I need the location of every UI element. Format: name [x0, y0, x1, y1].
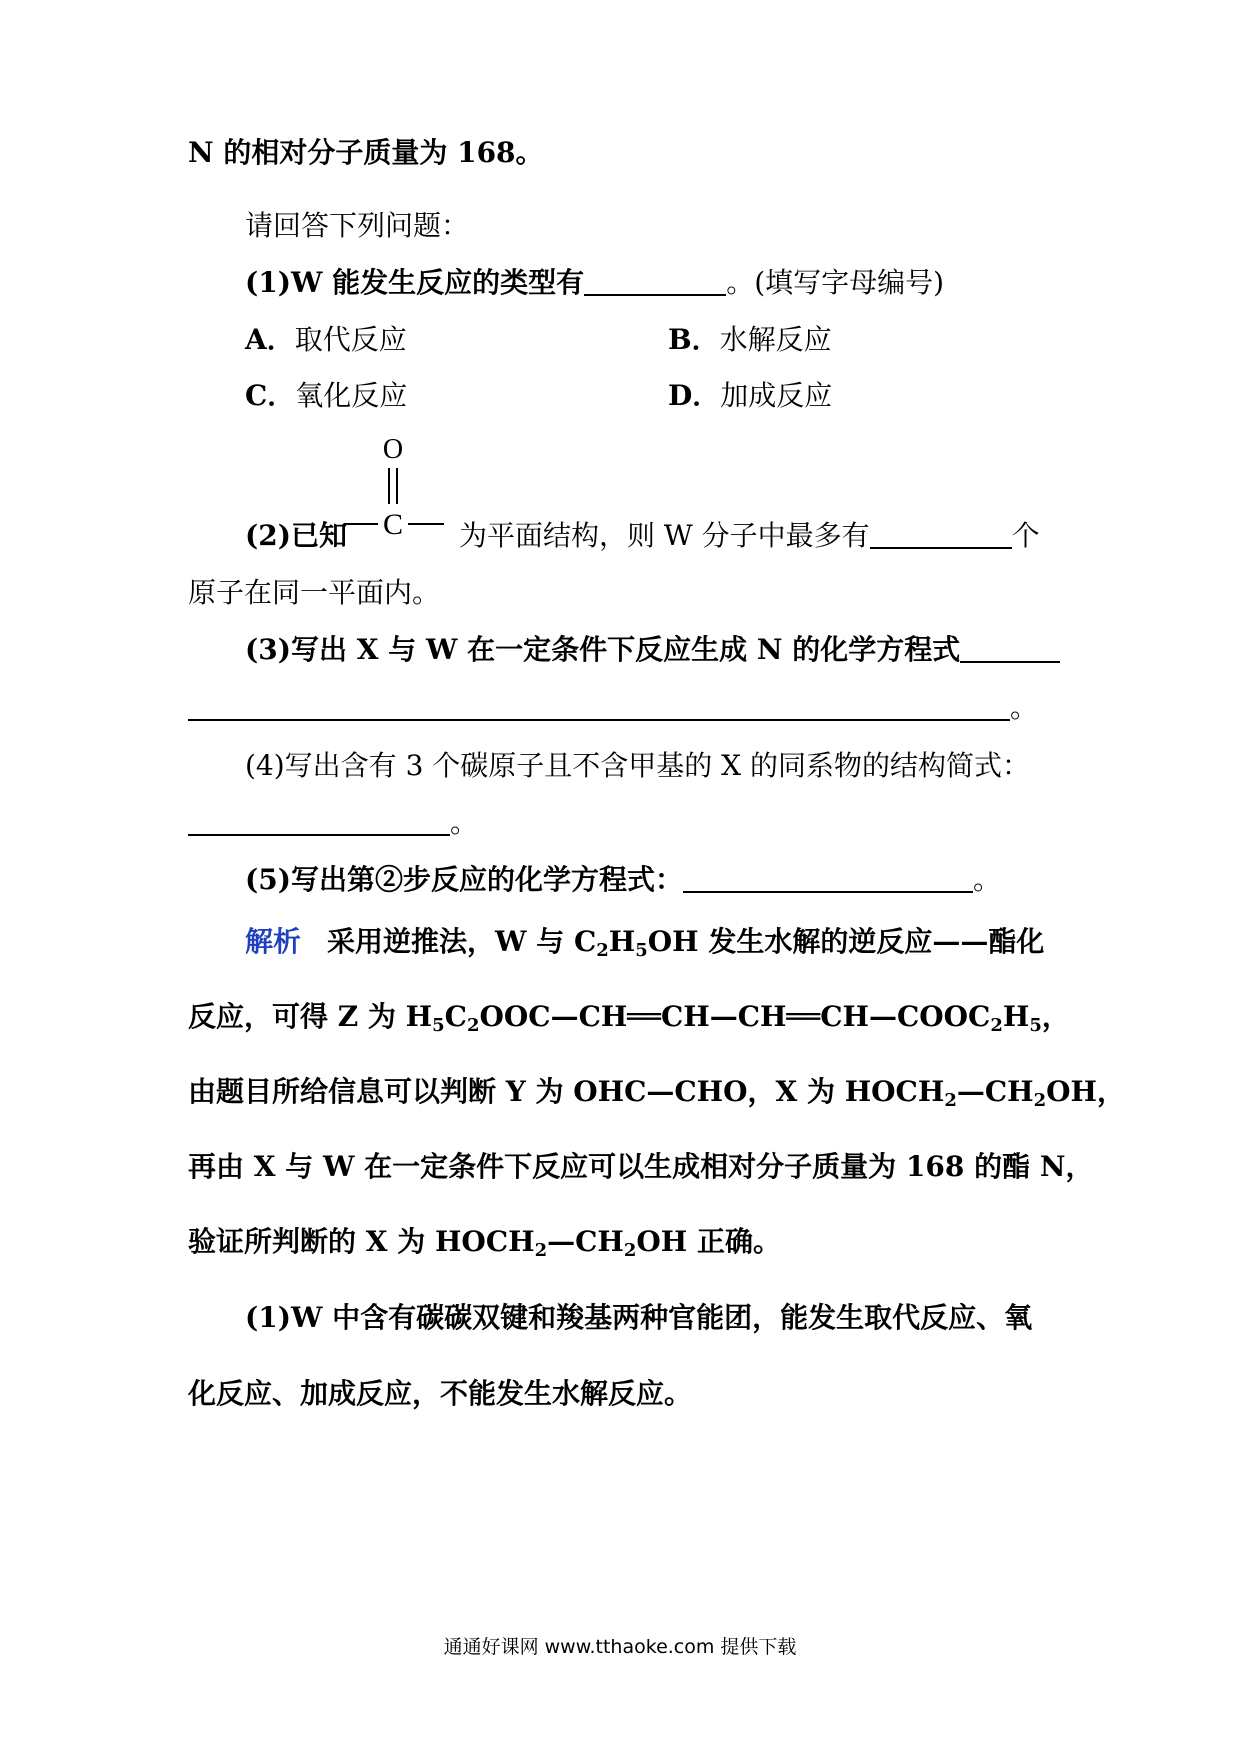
analysis-line-3: 由题目所给信息可以判断 Y 为 OHC—CHO，X 为 $HOCH_2—CH_2OH$， — [188, 1075, 1125, 1111]
analysis-line-1: 解析 采用逆推法，W 与 $C_2H_5OH$ 发生水解的逆反应——酯化 — [245, 925, 1045, 961]
question-3: (3)写出 X 与 W 在一定条件下反应生成 N 的化学方程式 — [245, 632, 1060, 668]
question-1 — [245, 265, 944, 301]
analysis-line-7: 化反应、加成反应，不能发生水解反应。 — [188, 1377, 693, 1410]
answer-blank — [188, 693, 1010, 721]
question-1-text: (1)W 能发生反应的类型有 — [245, 266, 585, 299]
analysis-line-2: 反应，可得 Z 为 $H_5C_2OOC—CH══CH—CH══CH—COOC_2H_5$， — [188, 1000, 1070, 1036]
option-c: C．氧化反应 — [245, 379, 408, 412]
question-2: (2)已知 为平面结构，则 W 分子中最多有 个 — [245, 519, 1040, 552]
option-b: B．水解反应 — [668, 323, 832, 356]
answer-blank — [870, 521, 1012, 549]
question-1-suffix: 。(填写字母编号) — [726, 266, 945, 299]
answer-blank — [188, 808, 450, 836]
analysis-line-5: 验证所判断的 X 为 $HOCH_2—CH_2OH$ 正确。 — [188, 1225, 781, 1261]
analysis-keyword: 解析 — [245, 925, 302, 958]
question-5: (5)写出第②步反应的化学方程式： 。 — [245, 863, 1001, 896]
question-2-cont: 原子在同一平面内。 — [188, 576, 441, 609]
analysis-line-6: (1)W 中含有碳碳双键和羧基两种官能团，能发生取代反应、氧 — [245, 1301, 1033, 1334]
structure-oxygen: O — [382, 434, 404, 465]
answer-blank — [960, 635, 1060, 663]
question-4: (4)写出含有 3 个碳原子且不含甲基的 X 的同系物的结构简式： — [245, 749, 1031, 782]
prompt-line: 请回答下列问题： — [245, 209, 470, 242]
line-molar-mass: N 的相对分子质量为 168。 — [188, 136, 544, 169]
answer-blank — [683, 865, 973, 893]
question-3-cont: 。 — [188, 690, 1038, 726]
analysis-line-4: 再由 X 与 W 在一定条件下反应可以生成相对分子质量为 168 的酯 N， — [188, 1150, 1094, 1183]
question-4-cont: 。 — [188, 805, 478, 841]
option-a: A．取代反应 — [245, 323, 407, 356]
answer-blank — [584, 268, 726, 296]
page-footer: 通通好课网 www.tthaoke.com 提供下载 — [443, 1636, 797, 1658]
option-d: D．加成反应 — [668, 379, 833, 412]
structure-carbon: C — [382, 508, 404, 541]
